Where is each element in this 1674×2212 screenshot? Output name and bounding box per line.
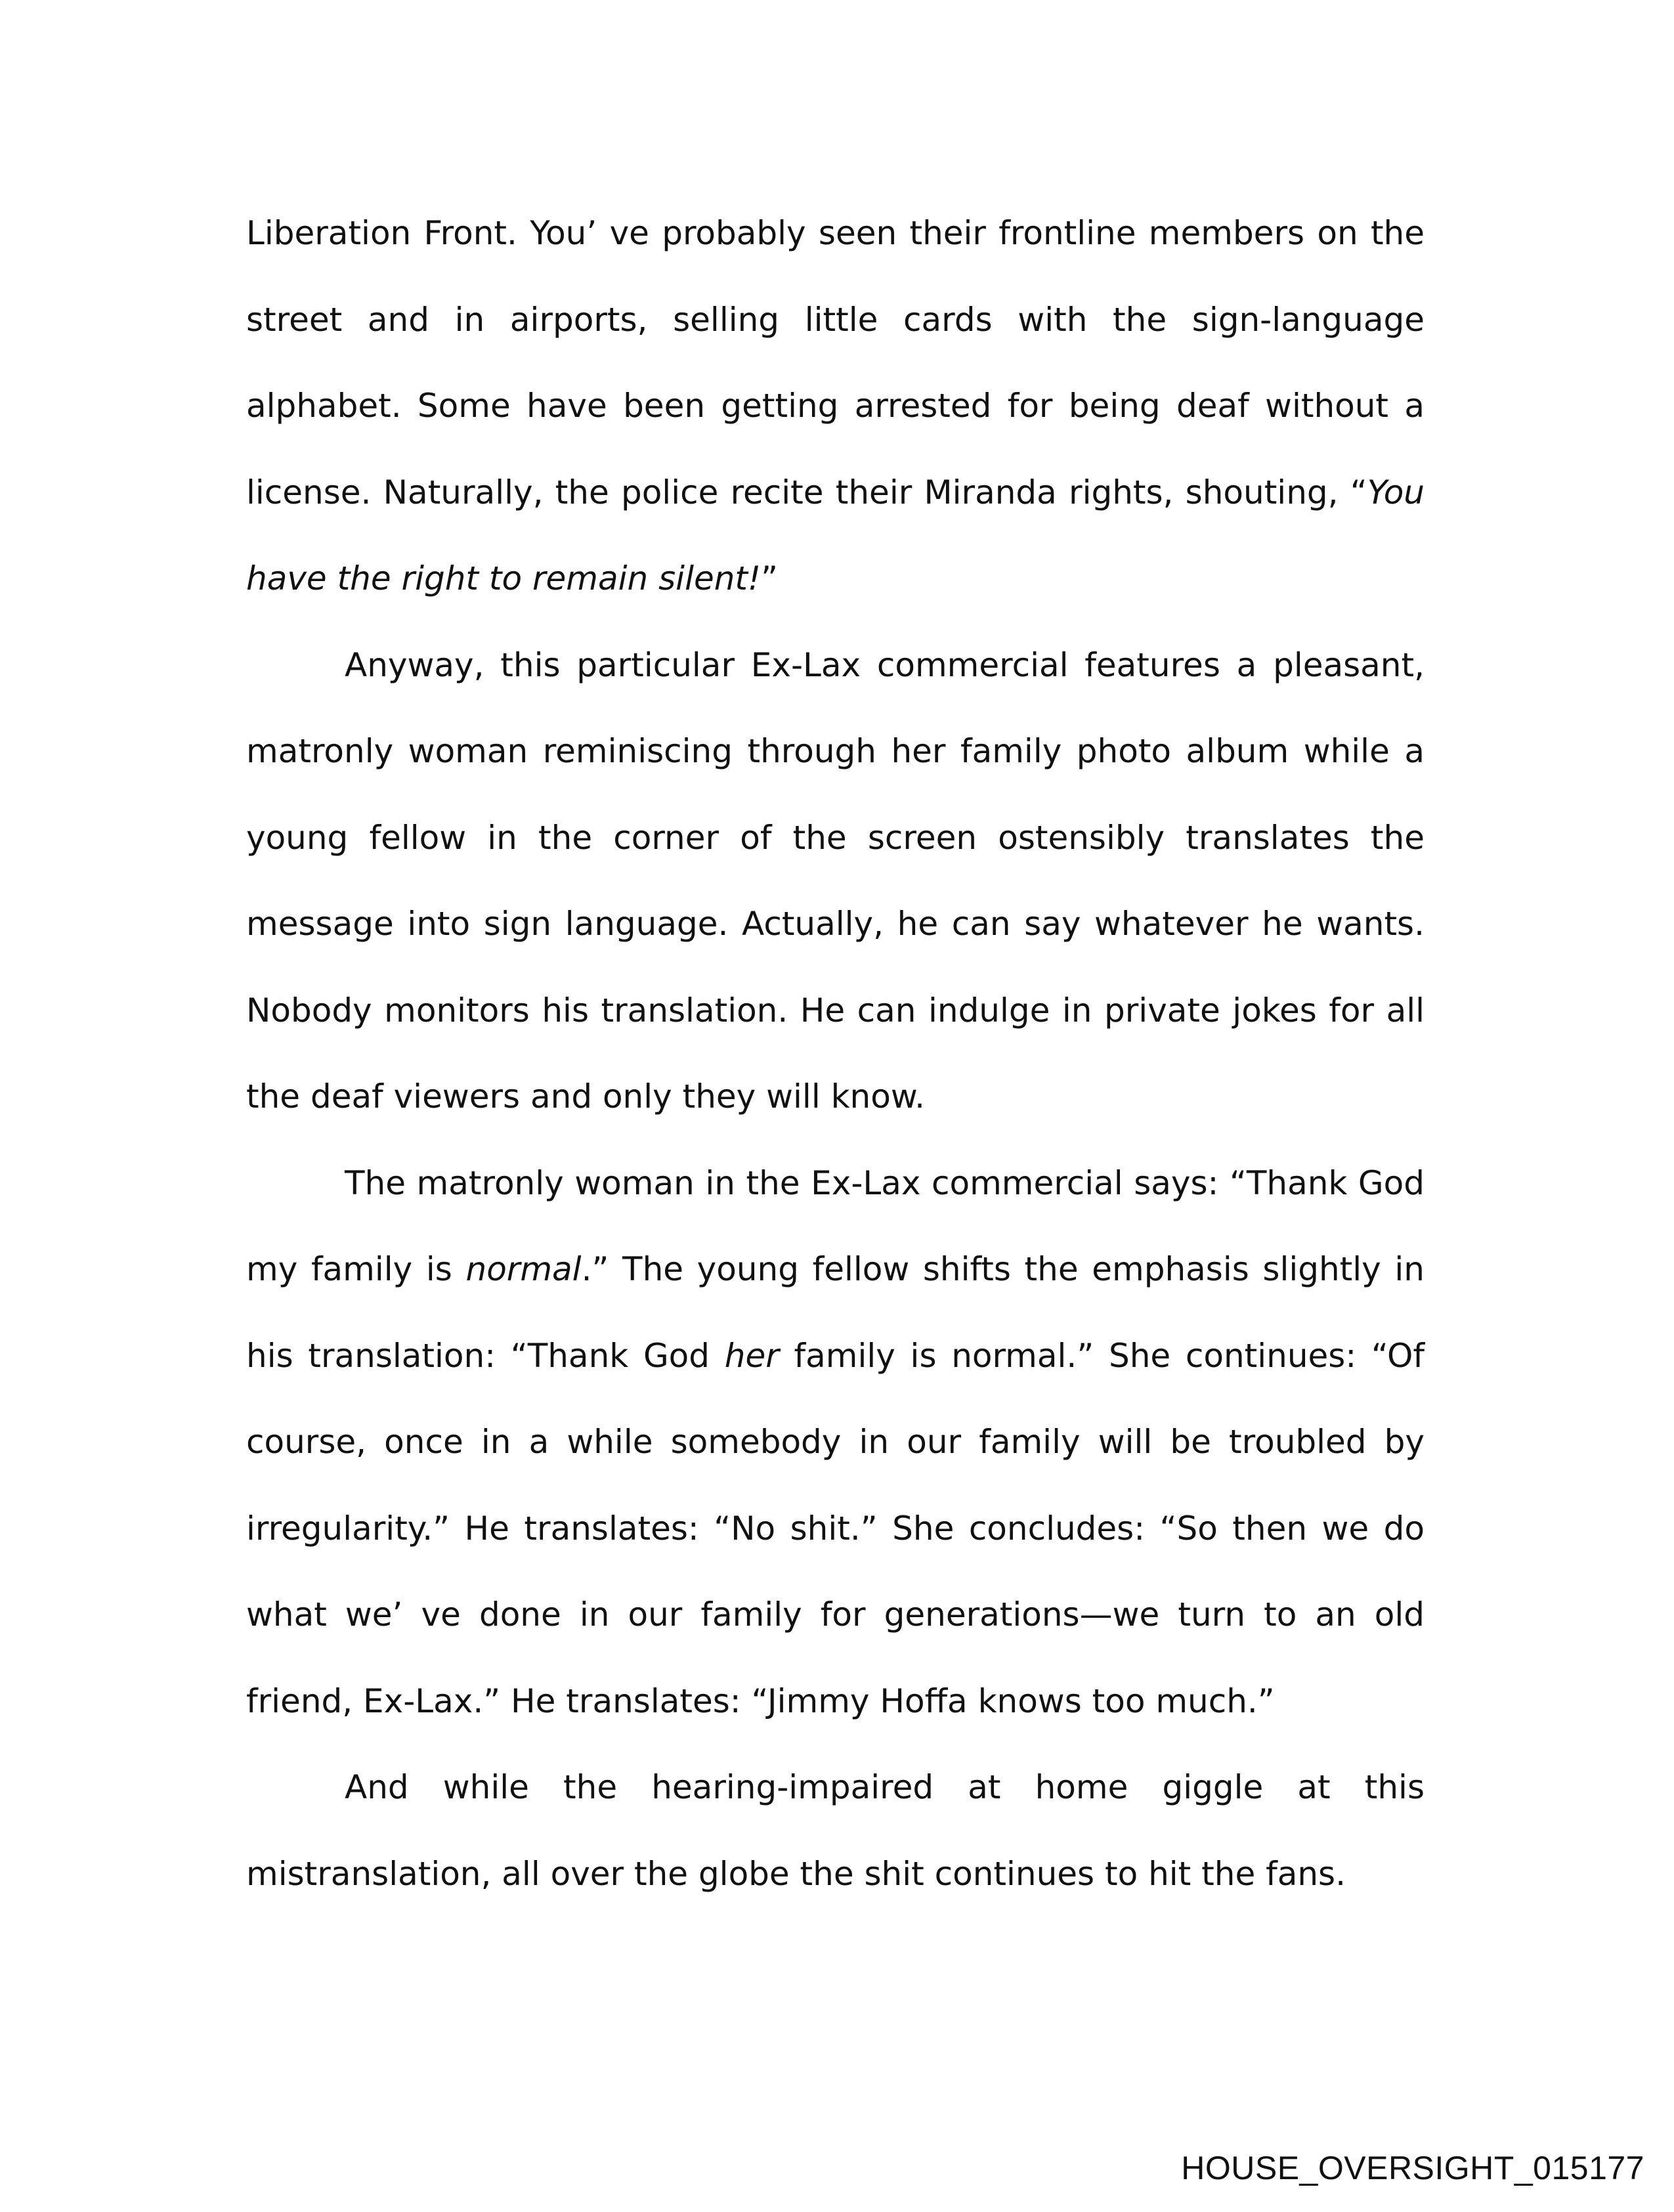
text-segment: ”: [761, 559, 778, 597]
paragraph-1: [246, 190, 1425, 622]
text-segment: .” The young fellow shifts the emphasis slightly in his translation: “Thank God: [246, 1250, 1425, 1375]
text-segment: family is normal.” She continues: “Of course, once in a while somebody in our family will be troubled by irregularity.” He translates: “No shit.” She concludes: “So then we do what we’ ve done in our family for generations—we turn to an old friend, Ex-Lax.” He translates: “Jimmy Hoffa knows too much.”: [246, 1336, 1425, 1720]
text-segment: And while the hearing-impaired at home giggle at this mistranslation, all over the globe the shit continues to hit the fans.: [246, 1768, 1425, 1893]
paragraph-3: [246, 1140, 1425, 1745]
body-text: [246, 190, 1425, 1917]
text-segment: Liberation Front. You’ ve probably seen their frontline members on the street and in airports, selling little cards with the sign-language alphabet. Some have been getting arrested for being deaf without a license. Naturally, the police recite their Miranda rights, shouting, “: [246, 214, 1425, 511]
text-segment: Anyway, this particular Ex-Lax commercial features a pleasant, matronly woman reminiscing through her family photo album while a young fellow in the corner of the screen ostensibly translates the message into sign language. Actually, he can say whatever he wants. Nobody monitors his translation. He can indulge in private jokes for all the deaf viewers and only they will know.: [246, 645, 1425, 1116]
text-segment: The matronly woman in the Ex-Lax commercial says: “Thank God my family is: [246, 1163, 1425, 1288]
text-segment-italic: normal: [465, 1250, 582, 1288]
text-segment-italic: You have the right to remain silent!: [246, 473, 1425, 597]
paragraph-4: [246, 1745, 1425, 1917]
paragraph-2: [246, 622, 1425, 1140]
text-segment-italic: her: [724, 1336, 779, 1375]
document-id-stamp: HOUSE_OVERSIGHT_015177: [1181, 2150, 1644, 2186]
